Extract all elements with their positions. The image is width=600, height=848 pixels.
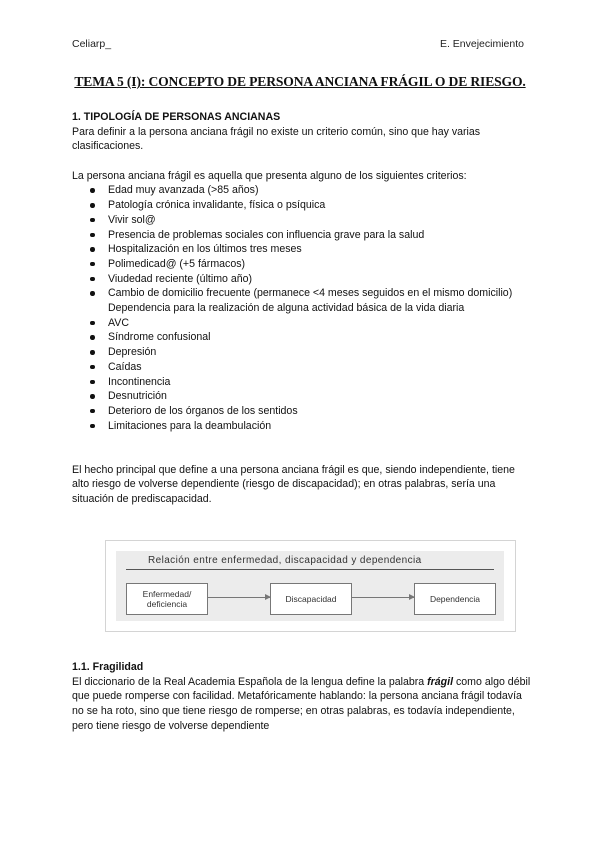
list-item: Cambio de domicilio frecuente (permanece <4 meses seguidos en el mismo domicilio)	[108, 286, 532, 301]
diagram-box-disease: Enfermedad/ deficiencia	[126, 583, 208, 615]
bullet-icon	[90, 409, 95, 414]
bullet-icon	[90, 291, 95, 296]
criteria-list-2	[72, 316, 532, 434]
keyword-fragil: frágil	[427, 675, 454, 688]
list-item: Hospitalización en los últimos tres meses	[108, 242, 532, 257]
bullet-icon	[90, 365, 95, 370]
main-fact-paragraph: El hecho principal que define a una persona anciana frágil es que, siendo independiente, tiene alto riesgo de volverse dependiente (riesgo de discapacidad); en otras palabras, sería una situación de prediscapacidad.	[72, 463, 515, 505]
list-item: Edad muy avanzada (>85 años)	[108, 183, 532, 198]
list-item: Caídas	[108, 360, 532, 375]
bullet-icon	[90, 350, 95, 355]
intro-paragraph: Para definir a la persona anciana frágil no existe un criterio común, sino que hay varias clasificaciones.	[72, 125, 481, 153]
diagram-box-disability: Discapacidad	[270, 583, 352, 615]
bullet-icon	[90, 262, 95, 267]
header-left: Celiarp_	[72, 38, 112, 50]
list-item: Incontinencia	[108, 375, 532, 390]
bullet-icon	[90, 218, 95, 223]
diagram-title: Relación entre enfermedad, discapacidad y dependencia	[148, 555, 422, 566]
dependence-line: Dependencia para la realización de alguna actividad básica de la vida diaria	[108, 302, 465, 315]
arrow-right-icon	[351, 597, 414, 598]
bullet-icon	[90, 233, 95, 238]
relationship-diagram	[105, 540, 516, 632]
bullet-icon	[90, 203, 95, 208]
list-item: Viudedad reciente (último año)	[108, 272, 532, 287]
criteria-intro: La persona anciana frágil es aquella que presenta alguno de los siguientes criterios:	[72, 169, 467, 182]
fragility-paragraph: El diccionario de la Real Academia Española de la lengua define la palabra frágil como algo débil que puede romperse con facilidad. Metafóricamente hablando: la persona anciana frágil todavía no se ha roto, sino que tiene riesgo de romperse; en otras palabras, es todavía independiente, pero tiene riesgo de volverse dependiente	[72, 675, 531, 732]
criteria-list	[72, 183, 532, 301]
list-item: Presencia de problemas sociales con influencia grave para la salud	[108, 228, 532, 243]
list-item: Polimedicad@ (+5 fármacos)	[108, 257, 532, 272]
list-item: Patología crónica invalidante, física o psíquica	[108, 198, 532, 213]
section-1-1-heading: 1.1. Fragilidad	[72, 661, 144, 673]
bullet-icon	[90, 335, 95, 340]
bullet-icon	[90, 277, 95, 282]
list-item: AVC	[108, 316, 532, 331]
diagram-panel	[116, 551, 504, 621]
bullet-icon	[90, 394, 95, 399]
bullet-icon	[90, 380, 95, 385]
diagram-box-dependence: Dependencia	[414, 583, 496, 615]
list-item: Deterioro de los órganos de los sentidos	[108, 404, 532, 419]
list-item: Depresión	[108, 345, 532, 360]
list-item: Vivir sol@	[108, 213, 532, 228]
bullet-icon	[90, 247, 95, 252]
page-title: TEMA 5 (I): CONCEPTO DE PERSONA ANCIANA FRÁGIL O DE RIESGO.	[74, 74, 526, 89]
list-item: Desnutrición	[108, 389, 532, 404]
list-item: Limitaciones para la deambulación	[108, 419, 532, 434]
bullet-icon	[90, 321, 95, 326]
bullet-icon	[90, 188, 95, 193]
section-1-1	[72, 660, 532, 734]
arrow-right-icon	[207, 597, 270, 598]
bullet-icon	[90, 424, 95, 429]
section-1-heading: 1. TIPOLOGÍA DE PERSONAS ANCIANAS	[72, 111, 281, 123]
diagram-title-rule	[126, 569, 494, 570]
section-1	[72, 110, 532, 507]
header-right: E. Envejecimiento	[439, 38, 524, 50]
list-item: Síndrome confusional	[108, 330, 532, 345]
